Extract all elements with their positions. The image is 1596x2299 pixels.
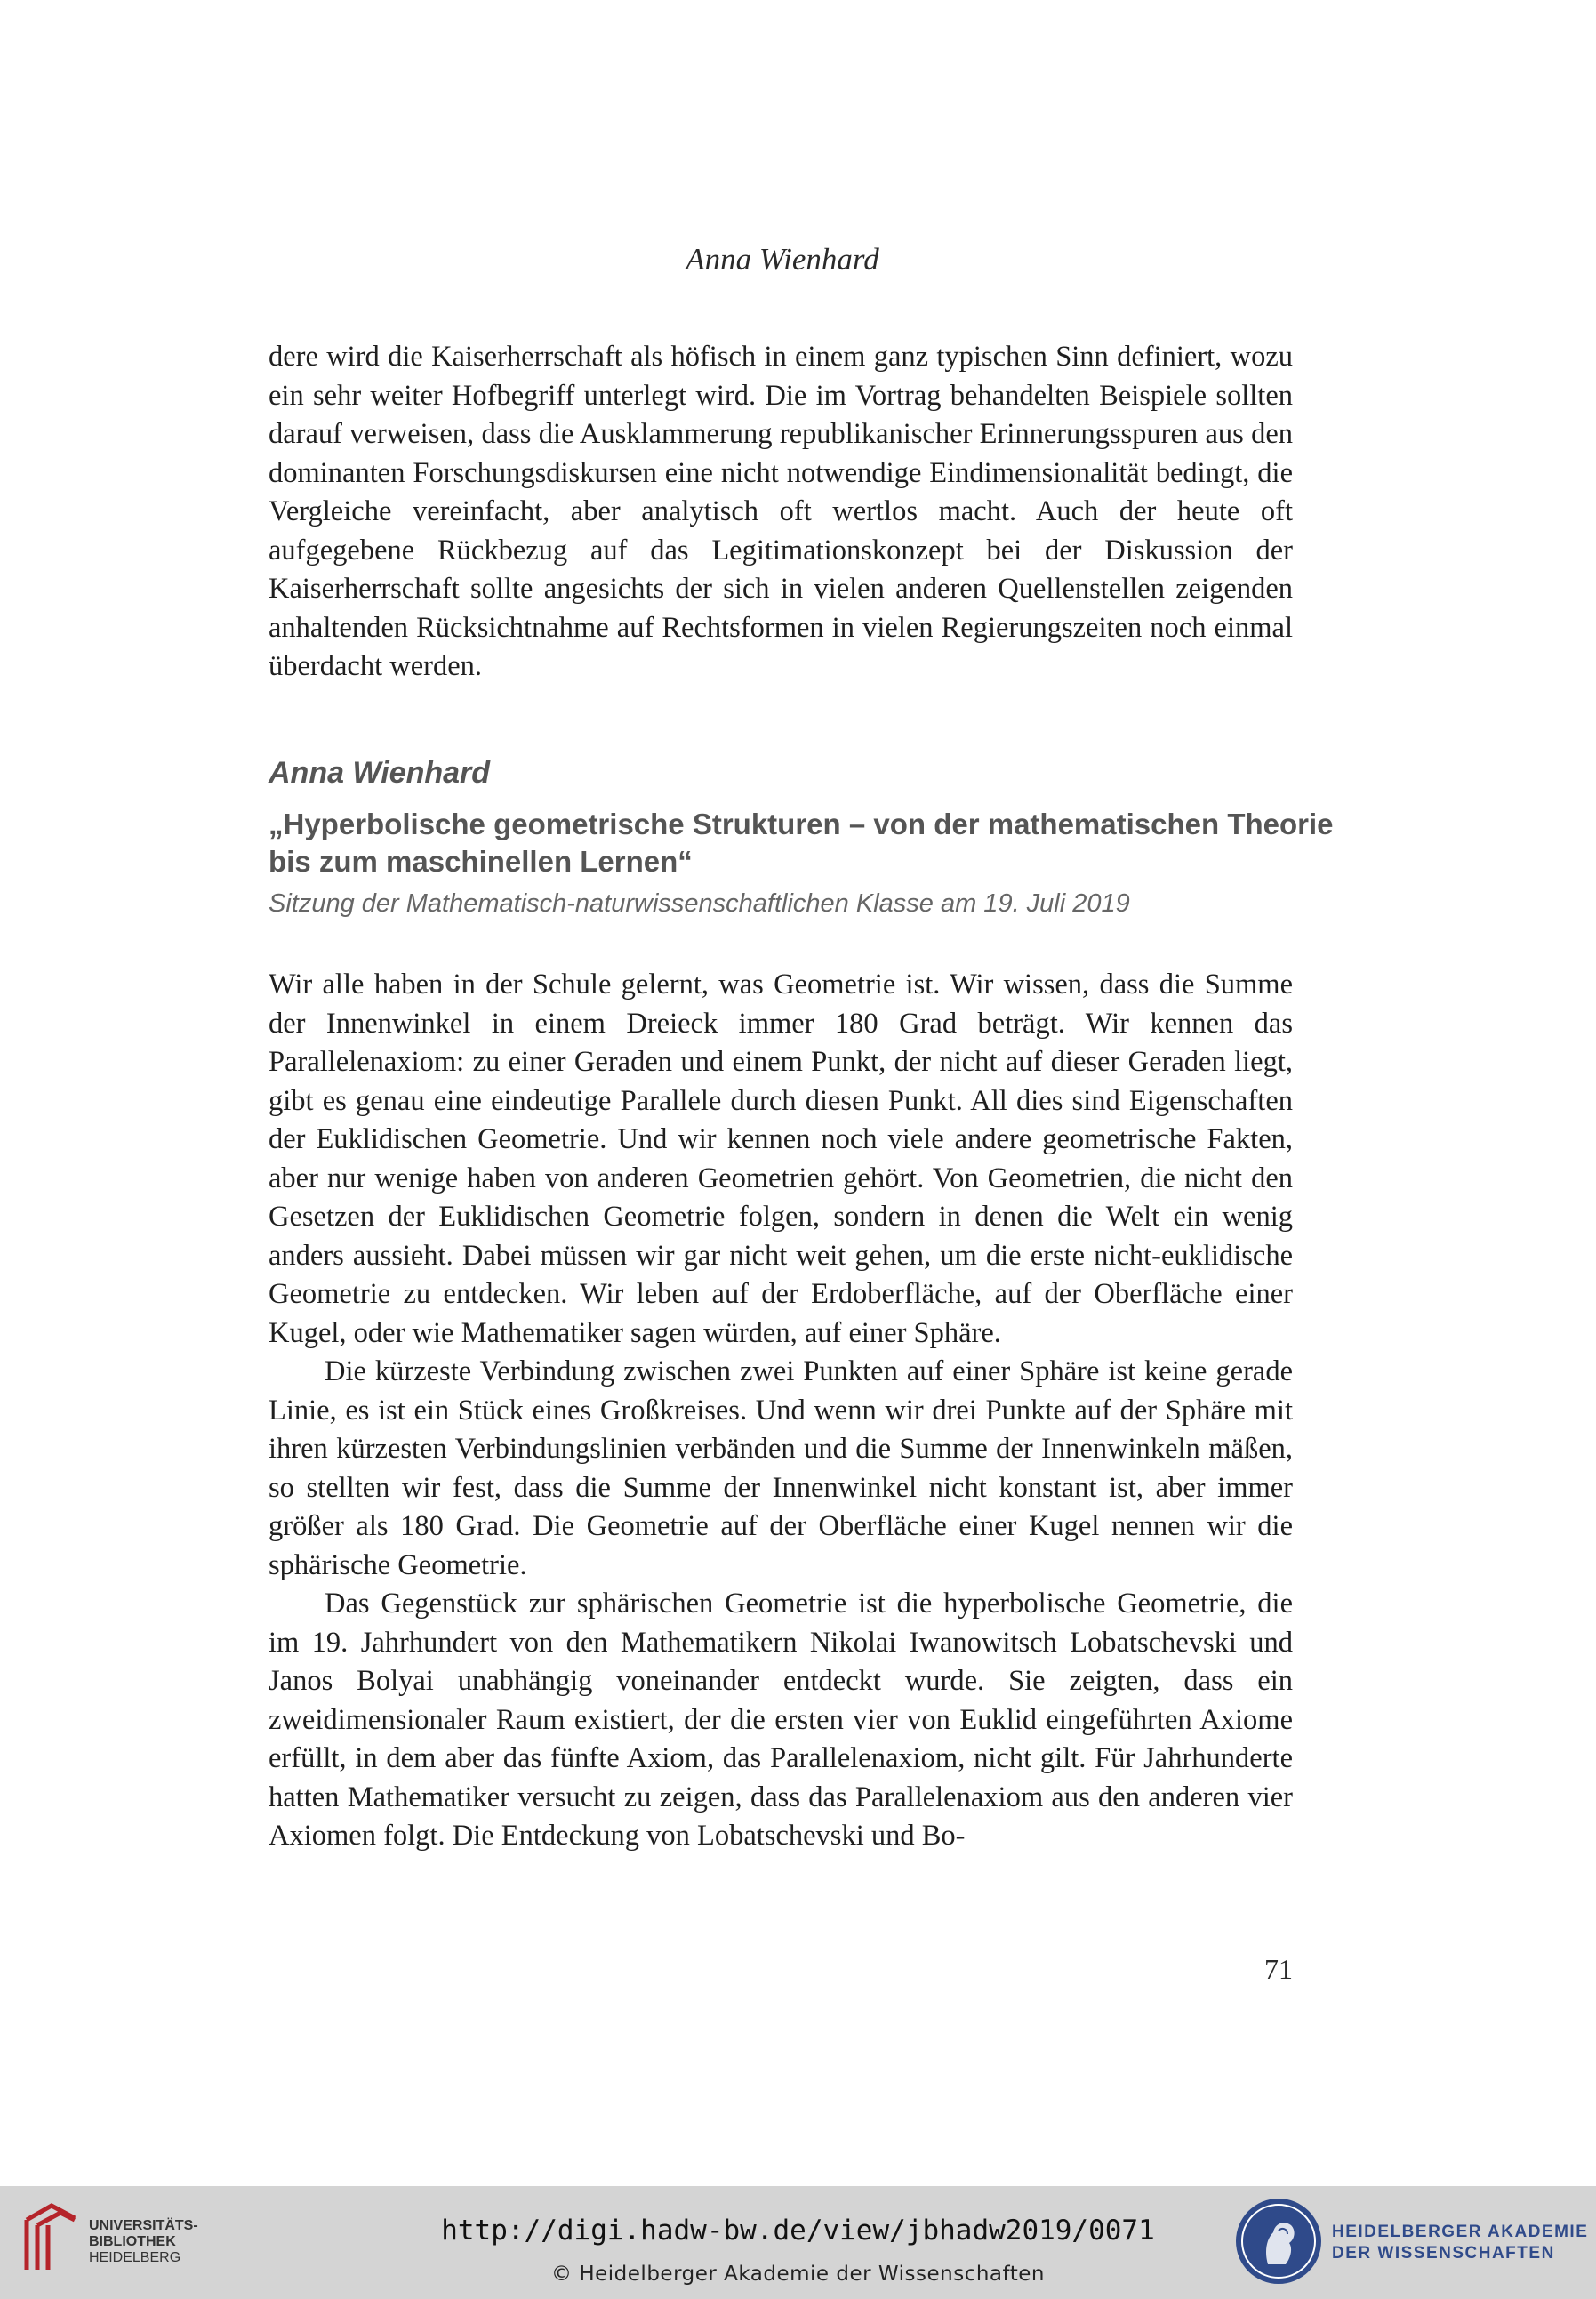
paragraph-2: Die kürzeste Verbindung zwischen zwei Punkten auf einer Sphäre ist keine gerade Linie, es ist ein Stück eines Großkreises. Und wenn wir drei Punkte auf der Sphäre mit ihren kürzesten Verbindungslinien verbänden und die Summe der Innenwinkeln mäßen, so stellten wir fest, dass die Summe der Innenwinkel nicht konstant ist, aber immer größer als 180 Grad. Die Geometrie auf der Oberfläche einer Kugel nennen wir die sphärische Geometrie. xyxy=(269,1355,1293,1581)
library-name-line1: UNIVERSITÄTS- xyxy=(89,2218,198,2233)
footer-bar xyxy=(0,2186,1596,2299)
library-name-line2: BIBLIOTHEK xyxy=(89,2234,176,2249)
footer-url-link[interactable]: http://digi.hadw-bw.de/view/jbhadw2019/0071 xyxy=(441,2215,1155,2247)
library-name-line3: HEIDELBERG xyxy=(89,2250,181,2265)
page-number: 71 xyxy=(1264,1953,1293,1985)
paragraph-3: Das Gegenstück zur sphärischen Geometrie ist die hyperbolische Geometrie, die im 19. Jahrhundert von den Mathematikern Nikolai Iwanowitsch Lobatschevski und Janos Bolyai unabhängig voneinander entdeckt wurde. Sie zeigten, dass ein zweidimensionaler Raum existiert, der die ersten vier von Euklid eingeführten Axiome erfüllt, in dem aber das fünfte Axiom, das Parallelenaxiom, nicht gilt. Für Jahrhunderte hatten Mathematiker versucht zu zeigen, dass das Parallelenaxiom aus den anderen vier Axiomen folgt. Die Entdeckung von Lobatschevski und Bo- xyxy=(269,1588,1293,1852)
section-author: Anna Wienhard xyxy=(269,756,491,790)
academy-name-line1: HEIDELBERGER AKADEMIE xyxy=(1332,2223,1589,2241)
academy-name-line2: DER WISSENSCHAFTEN xyxy=(1332,2244,1555,2263)
footer-copyright: © Heidelberger Akademie der Wissenschaften xyxy=(551,2263,1045,2286)
hadw-seal-logo-icon xyxy=(1232,2195,1325,2287)
section-meta: Sitzung der Mathematisch-naturwissenschaftlichen Klasse am 19. Juli 2019 xyxy=(269,889,1130,918)
body-text xyxy=(269,966,1293,1856)
running-head: Anna Wienhard xyxy=(686,242,879,277)
section-title: „Hyperbolische geometrische Strukturen – von der mathematischen Theorie bis zum maschinellen Lernen“ xyxy=(269,808,1334,878)
intro-text xyxy=(269,338,1293,687)
intro-paragraph: dere wird die Kaiserherrschaft als höfisch in einem ganz typischen Sinn definiert, wozu ein sehr weiter Hofbegriff unterlegt wird. Die im Vortrag behandelten Beispiele sollten darauf verweisen, dass die Ausklammerung republikanischer Erinnerungsspuren aus den dominanten Forschungsdiskursen eine nicht notwendige Eindimensionalität bedingt, die Vergleiche vereinfacht, aber analytisch oft wertlos macht. Auch der heute oft aufgegebene Rückbezug auf das Legitimationskonzept bei der Diskussion der Kaiserherrschaft sollte angesichts der sich in vielen anderen Quellenstellen zeigenden anhaltenden Rücksichtnahme auf Rechtsformen in vielen Regierungszeiten noch einmal überdacht werden. xyxy=(269,341,1293,682)
paragraph-1: Wir alle haben in der Schule gelernt, was Geometrie ist. Wir wissen, dass die Summe der Innenwinkel in einem Dreieck immer 180 Grad beträgt. Wir kennen das Parallelenaxiom: zu einer Geraden und einem Punkt, der nicht auf dieser Geraden liegt, gibt es genau eine eindeutige Parallele durch diesen Punkt. All dies sind Eigenschaften der Euklidischen Geometrie. Und wir kennen noch viele andere geometrische Fakten, aber nur wenige haben von anderen Geometrien gehört. Von Geometrien, die nicht den Gesetzen der Euklidischen Geometrie folgen, sondern in denen die Welt ein wenig anders aussieht. Dabei müssen wir gar nicht weit gehen, um die erste nicht-euklidische Geometrie zu entdecken. Wir leben auf der Erdoberfläche, auf der Oberfläche einer Kugel, oder wie Mathematiker sagen würden, auf einer Sphäre. xyxy=(269,969,1293,1349)
academy-name xyxy=(1332,2222,1588,2264)
